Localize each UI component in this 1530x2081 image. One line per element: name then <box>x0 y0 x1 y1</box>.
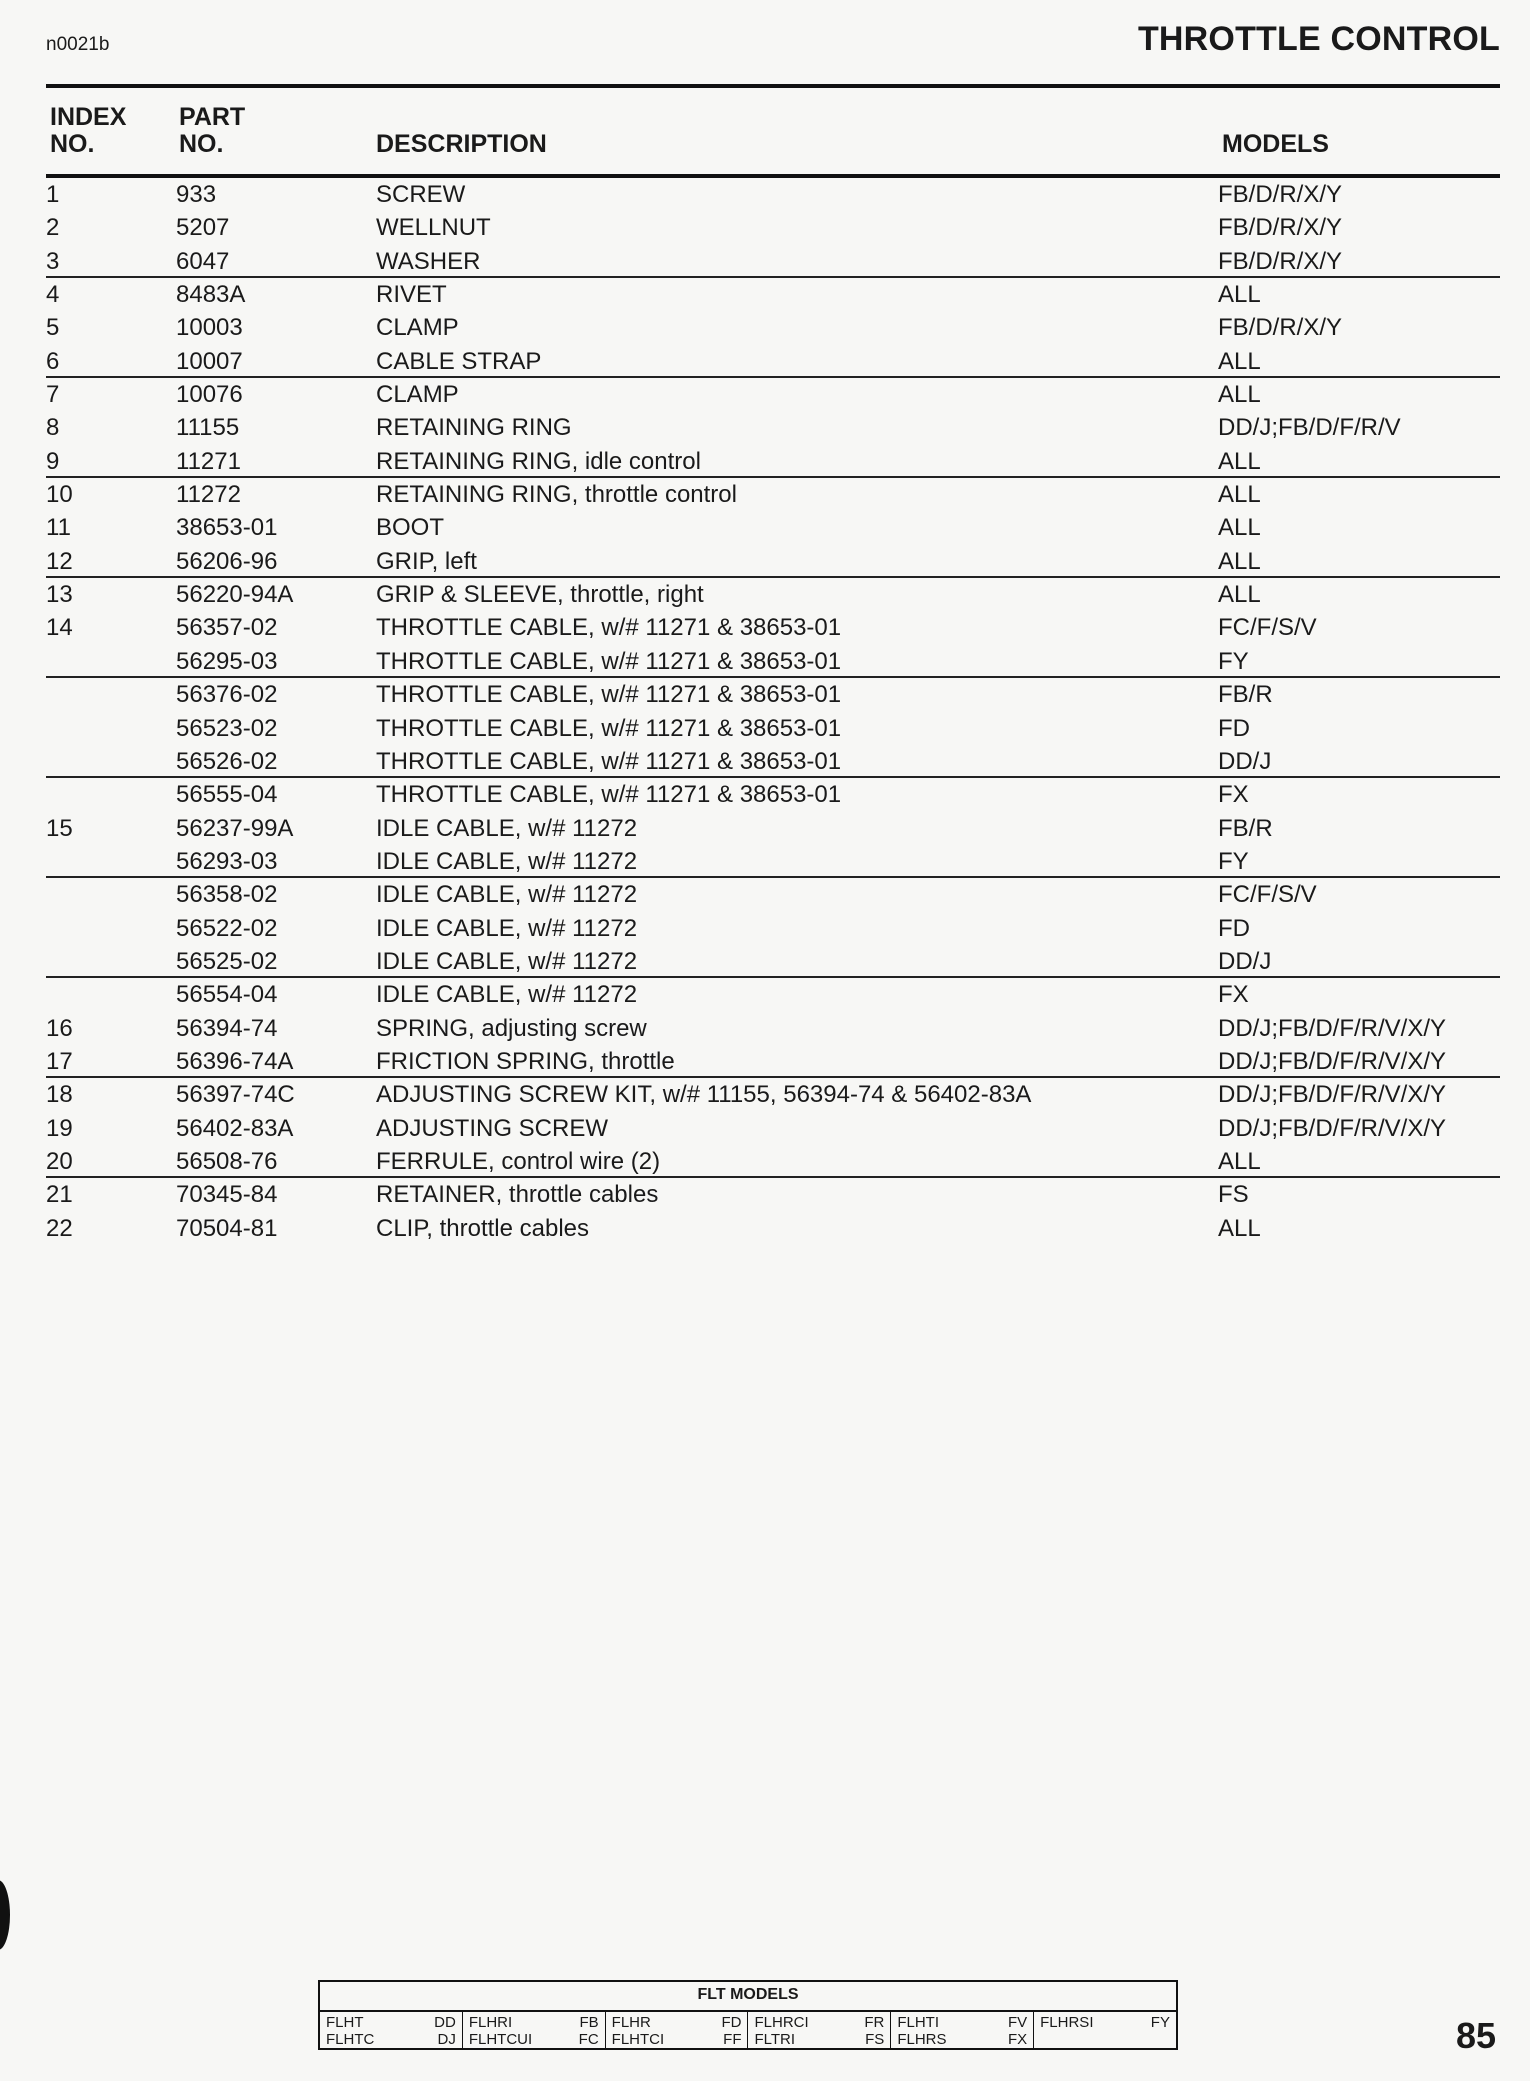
part-number-cell: 56526-02 <box>176 747 278 775</box>
index-cell: 12 <box>46 547 73 575</box>
part-number-cell: 56295-03 <box>176 647 278 675</box>
part-number-cell: 8483A <box>176 281 246 309</box>
legend-model-code: FC <box>578 2031 599 2048</box>
column-header-part: PART NO. <box>179 103 246 158</box>
part-number-cell: 11271 <box>176 447 241 475</box>
table-row <box>46 712 1500 745</box>
table-row <box>46 778 1500 811</box>
index-cell: 4 <box>46 281 60 309</box>
legend-cell <box>748 2012 891 2048</box>
legend-entry <box>326 2031 456 2048</box>
description-cell: THROTTLE CABLE, w/# 11271 & 38653-01 <box>376 781 842 809</box>
table-row <box>46 978 1500 1011</box>
legend-cell <box>320 2012 463 2048</box>
description-cell: FRICTION SPRING, throttle <box>376 1047 675 1075</box>
models-cell: FY <box>1218 647 1249 675</box>
models-cell: ALL <box>1218 281 1261 309</box>
legend-model-name: FLHRSI <box>1040 2014 1094 2031</box>
legend-entry <box>1040 2014 1170 2031</box>
description-cell: WASHER <box>376 247 481 275</box>
description-cell: IDLE CABLE, w/# 11272 <box>376 814 638 842</box>
part-number-cell: 56206-96 <box>176 547 278 575</box>
legend-title: FLT MODELS <box>320 1986 1176 2012</box>
index-cell: 14 <box>46 614 73 642</box>
models-cell: DD/J;FB/D/F/R/V/X/Y <box>1218 1114 1447 1142</box>
models-cell: FX <box>1218 981 1249 1009</box>
table-row <box>46 1012 1500 1045</box>
legend-model-code: FD <box>721 2014 742 2031</box>
description-cell: IDLE CABLE, w/# 11272 <box>376 847 638 875</box>
table-row <box>46 1145 1500 1178</box>
index-cell: 2 <box>46 214 60 242</box>
index-cell: 19 <box>46 1114 73 1142</box>
page-number: 85 <box>1455 2015 1496 2056</box>
models-cell: ALL <box>1218 581 1261 609</box>
description-cell: SCREW <box>376 181 466 208</box>
legend-cell <box>463 2012 606 2048</box>
table-row <box>46 345 1500 378</box>
table-row <box>46 545 1500 578</box>
table-row <box>46 878 1500 911</box>
part-number-cell: 56220-94A <box>176 581 294 609</box>
models-cell: FB/D/R/X/Y <box>1218 181 1343 208</box>
table-row <box>46 845 1500 878</box>
models-cell: ALL <box>1218 447 1261 475</box>
description-cell: WELLNUT <box>376 214 491 242</box>
parts-table-header <box>46 98 1500 178</box>
legend-cell <box>1034 2012 1176 2048</box>
legend-entry <box>326 2014 456 2031</box>
legend-model-name: FLTRI <box>754 2031 796 2048</box>
legend-entry <box>897 2031 1027 2048</box>
column-header-index: INDEX NO. <box>50 103 127 158</box>
description-cell: ADJUSTING SCREW KIT, w/# 11155, 56394-74 & 56402-83A <box>376 1081 1032 1109</box>
table-row <box>46 378 1500 411</box>
part-number-cell: 11155 <box>176 414 240 442</box>
models-cell: FB/R <box>1218 681 1273 709</box>
models-cell: FB/R <box>1218 814 1273 842</box>
part-number-cell: 10003 <box>176 314 243 342</box>
legend-model-code: FB <box>579 2014 599 2031</box>
index-cell: 11 <box>46 514 71 542</box>
models-cell: FS <box>1218 1181 1249 1209</box>
table-row <box>46 578 1500 611</box>
models-cell: DD/J <box>1218 747 1272 775</box>
part-number-cell: 56522-02 <box>176 914 278 942</box>
part-number-cell: 6047 <box>176 247 230 275</box>
flt-models-legend <box>318 1980 1178 2050</box>
column-header-models: MODELS <box>1222 130 1329 158</box>
part-number-cell: 56402-83A <box>176 1114 294 1142</box>
table-row <box>46 945 1500 978</box>
table-row <box>46 278 1500 311</box>
description-cell: CLAMP <box>376 381 459 409</box>
part-number-cell: 11272 <box>176 481 241 509</box>
table-row <box>46 211 1500 244</box>
legend-entry <box>754 2031 884 2048</box>
index-cell: 15 <box>46 814 73 842</box>
legend-cell <box>606 2012 749 2048</box>
table-row <box>46 478 1500 511</box>
legend-cell <box>891 2012 1034 2048</box>
index-cell: 22 <box>46 1214 73 1242</box>
description-cell: CLIP, throttle cables <box>376 1214 590 1242</box>
part-number-cell: 933 <box>176 181 217 208</box>
description-cell: FERRULE, control wire (2) <box>376 1147 661 1175</box>
models-cell: ALL <box>1218 1214 1261 1242</box>
models-cell: ALL <box>1218 381 1261 409</box>
models-cell: FY <box>1218 847 1249 875</box>
table-row <box>46 178 1500 211</box>
models-cell: ALL <box>1218 347 1261 375</box>
part-number-cell: 56293-03 <box>176 847 278 875</box>
legend-entry <box>897 2014 1027 2031</box>
table-row <box>46 311 1500 344</box>
models-cell: FD <box>1218 714 1250 742</box>
part-number-cell: 10076 <box>176 381 243 409</box>
legend-model-code: FF <box>723 2031 742 2048</box>
models-cell: ALL <box>1218 481 1261 509</box>
legend-model-code: DD <box>434 2014 456 2031</box>
models-cell: ALL <box>1218 514 1261 542</box>
description-cell: THROTTLE CABLE, w/# 11271 & 38653-01 <box>376 614 842 642</box>
index-cell: 17 <box>46 1047 73 1075</box>
models-cell: DD/J;FB/D/F/R/V/X/Y <box>1218 1081 1447 1109</box>
table-row <box>46 645 1500 678</box>
description-cell: THROTTLE CABLE, w/# 11271 & 38653-01 <box>376 647 842 675</box>
table-row <box>46 912 1500 945</box>
part-number-cell: 70504-81 <box>176 1214 278 1242</box>
title-rule <box>46 84 1500 88</box>
description-cell: GRIP, left <box>376 547 477 575</box>
models-cell: FC/F/S/V <box>1218 614 1317 642</box>
table-row <box>46 411 1500 444</box>
binder-hole-mark <box>0 1880 10 1950</box>
legend-model-name: FLHTC <box>326 2031 375 2048</box>
legend-model-name: FLHTI <box>897 2014 939 2031</box>
index-cell: 9 <box>46 447 60 475</box>
models-cell: ALL <box>1218 547 1261 575</box>
legend-model-code: FY <box>1150 2014 1170 2031</box>
legend-model-name: FLHTCI <box>611 2031 665 2048</box>
legend-model-name: FLHRI <box>468 2014 513 2031</box>
index-cell: 18 <box>46 1081 73 1109</box>
legend-model-name: FLHRS <box>897 2031 947 2048</box>
table-row <box>46 1078 1500 1111</box>
description-cell: RETAINING RING <box>376 414 572 442</box>
index-cell: 7 <box>46 381 60 409</box>
part-number-cell: 56555-04 <box>176 781 278 809</box>
table-row <box>46 245 1500 278</box>
legend-entry <box>754 2014 884 2031</box>
index-cell: 3 <box>46 247 60 275</box>
legend-model-name: FLHT <box>326 2014 364 2031</box>
document-code: n0021b <box>46 34 110 55</box>
table-row <box>46 611 1500 644</box>
index-cell: 13 <box>46 581 73 609</box>
table-row <box>46 745 1500 778</box>
index-cell: 20 <box>46 1147 73 1175</box>
models-cell: ALL <box>1218 1147 1261 1175</box>
part-number-cell: 56525-02 <box>176 947 278 975</box>
description-cell: THROTTLE CABLE, w/# 11271 & 38653-01 <box>376 747 842 775</box>
description-cell: THROTTLE CABLE, w/# 11271 & 38653-01 <box>376 714 842 742</box>
table-row <box>46 1178 1500 1211</box>
models-cell: FB/D/R/X/Y <box>1218 214 1343 242</box>
part-number-cell: 70345-84 <box>176 1181 278 1209</box>
legend-model-name: FLHR <box>611 2014 651 2031</box>
description-cell: ADJUSTING SCREW <box>376 1114 609 1142</box>
description-cell: GRIP & SLEEVE, throttle, right <box>376 581 704 609</box>
table-row <box>46 1112 1500 1145</box>
description-cell: RETAINING RING, idle control <box>376 447 701 475</box>
description-cell: RIVET <box>376 281 447 309</box>
models-cell: DD/J;FB/D/F/R/V <box>1218 414 1401 442</box>
description-cell: SPRING, adjusting screw <box>376 1014 647 1042</box>
page-title: THROTTLE CONTROL <box>1137 20 1500 58</box>
legend-cells <box>320 2012 1176 2048</box>
legend-model-code: FR <box>864 2014 885 2031</box>
index-cell: 1 <box>46 181 60 208</box>
index-cell: 16 <box>46 1014 73 1042</box>
part-number-cell: 38653-01 <box>176 514 278 542</box>
column-header-description: DESCRIPTION <box>376 130 547 158</box>
legend-model-name: FLHTCUI <box>468 2031 533 2048</box>
models-cell: DD/J;FB/D/F/R/V/X/Y <box>1218 1014 1447 1042</box>
table-row <box>46 511 1500 544</box>
legend-entry <box>469 2014 599 2031</box>
legend-model-name: FLHRCI <box>754 2014 809 2031</box>
parts-table-body <box>46 178 1500 1245</box>
index-cell: 8 <box>46 414 60 442</box>
description-cell: IDLE CABLE, w/# 11272 <box>376 981 638 1009</box>
table-row <box>46 1045 1500 1078</box>
description-cell: RETAINER, throttle cables <box>376 1181 659 1209</box>
models-cell: FB/D/R/X/Y <box>1218 314 1343 342</box>
description-cell: CABLE STRAP <box>376 347 542 375</box>
part-number-cell: 56376-02 <box>176 681 278 709</box>
description-cell: THROTTLE CABLE, w/# 11271 & 38653-01 <box>376 681 842 709</box>
part-number-cell: 56394-74 <box>176 1014 278 1042</box>
part-number-cell: 56396-74A <box>176 1047 294 1075</box>
description-cell: BOOT <box>376 514 445 542</box>
table-row <box>46 445 1500 478</box>
models-cell: FC/F/S/V <box>1218 881 1317 909</box>
table-row <box>46 678 1500 711</box>
legend-model-code: FS <box>865 2031 885 2048</box>
legend-entry <box>612 2031 742 2048</box>
index-cell: 21 <box>46 1181 73 1209</box>
models-cell: DD/J;FB/D/F/R/V/X/Y <box>1218 1047 1447 1075</box>
description-cell: RETAINING RING, throttle control <box>376 481 737 509</box>
part-number-cell: 56554-04 <box>176 981 278 1009</box>
part-number-cell: 5207 <box>176 214 230 242</box>
index-cell: 6 <box>46 347 60 375</box>
table-row <box>46 812 1500 845</box>
models-cell: FX <box>1218 781 1249 809</box>
index-cell: 5 <box>46 314 60 342</box>
models-cell: FD <box>1218 914 1250 942</box>
legend-entry <box>469 2031 599 2048</box>
models-cell: DD/J <box>1218 947 1272 975</box>
description-cell: CLAMP <box>376 314 459 342</box>
legend-model-code: FV <box>1007 2014 1028 2031</box>
models-cell: FB/D/R/X/Y <box>1218 247 1343 275</box>
description-cell: IDLE CABLE, w/# 11272 <box>376 914 638 942</box>
part-number-cell: 56237-99A <box>176 814 294 842</box>
part-number-cell: 56397-74C <box>176 1081 295 1109</box>
legend-entry <box>612 2014 742 2031</box>
description-cell: IDLE CABLE, w/# 11272 <box>376 947 638 975</box>
description-cell: IDLE CABLE, w/# 11272 <box>376 881 638 909</box>
part-number-cell: 10007 <box>176 347 243 375</box>
index-cell: 10 <box>46 481 73 509</box>
part-number-cell: 56523-02 <box>176 714 278 742</box>
table-row <box>46 1212 1500 1245</box>
legend-model-code: FX <box>1007 2031 1028 2048</box>
part-number-cell: 56508-76 <box>176 1147 278 1175</box>
part-number-cell: 56357-02 <box>176 614 278 642</box>
part-number-cell: 56358-02 <box>176 881 278 909</box>
legend-model-code: DJ <box>437 2031 456 2048</box>
